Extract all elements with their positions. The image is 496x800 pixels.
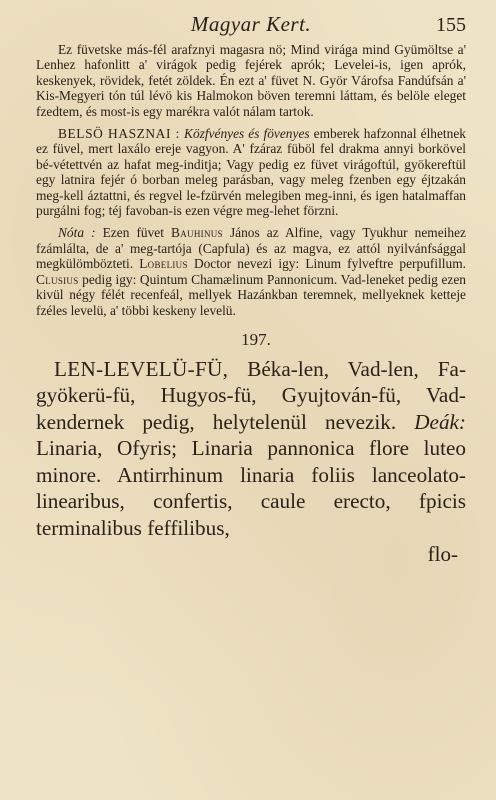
running-head bbox=[36, 6, 466, 42]
note-text-2: János az Alfine, vagy Tyukhur nemeihez fzámlálta, de a' meg-tartója (Capfula) és az magva, ez attól nyilvánfsággal megkülömbözteti. bbox=[36, 225, 466, 272]
entry-number: 197. bbox=[241, 329, 271, 349]
note-name-clusius: Clusius bbox=[36, 271, 79, 287]
entry-block bbox=[36, 356, 466, 542]
note-paragraph bbox=[36, 225, 466, 317]
catchword: flo- bbox=[427, 542, 458, 567]
internal-use-paragraph bbox=[36, 126, 466, 218]
internal-use-text: emberek hafzonnal élhetnek ez füvel, mert laxálo ereje vagyon. A' fzáraz füböl fel drakma annyi borkövel bé-vétettvén az hafat meg-inditja; Vagy pedig ez füvet virágoftúl, gyökereftül egy latnira fejér ó borban meleg parásban, vagy meleg fzenben egy éjtzakán meg-kell áztattni, és regvel le-fzürvén melegiben meg-inni, és igen hatalmaffan purgálni fog; téj favoban-is ezen végre meg-lehet förzni. bbox=[36, 126, 466, 219]
small-text-block bbox=[36, 42, 466, 318]
entry-text: Béka-len, Vad-len, Fa-gyökerü-fü, Hugyos-fü, Gyujtován-fü, Vad-kendernek pedig, helytelenül nevezik. bbox=[36, 356, 466, 434]
running-title: Magyar Kert. bbox=[190, 12, 312, 36]
note-name-lobelius: Lobelius bbox=[139, 256, 188, 272]
entry-latin-label: Deák: bbox=[414, 409, 466, 434]
note-text-3: Doctor nevezi igy: Linum fylveftre perpufillum. bbox=[193, 256, 466, 272]
internal-use-label: BELSÖ HASZNAI : bbox=[58, 126, 180, 142]
note-text-1: Ezen füvet bbox=[102, 225, 164, 241]
page-number: 155 bbox=[436, 14, 466, 36]
entry-paragraph bbox=[36, 356, 466, 542]
internal-use-lead: Közfvényes és fövenyes bbox=[184, 126, 310, 142]
entry-latin-text: Linaria, Ofyris; Linaria pannonica flore luteo minore. Antirrhinum linaria foliis lanceolato-linearibus, confertis, caule erecto, fpicis terminalibus feffilibus, bbox=[36, 436, 466, 540]
note-name-bauhinus: Bauhinus bbox=[171, 225, 223, 241]
note-text-4: pedig igy: Quintum Chamælinum Pannonicum. Vad-leneket pedig ezen kivül négy félét recenfeál, mellyek Hazánkban teremnek, mellyeknek ketteje fzéles levelü, a' többi keskeny levelü. bbox=[36, 271, 466, 318]
entry-headword: LEN-LEVELÜ-FÜ, bbox=[54, 356, 229, 381]
description-paragraph: Ez füvetske más-fél arafznyi magasra nö; Mind virága mind Gyümöltse a' Lenhez hafonlitt a' virágok pedig fejérek aprók; Levelei-is, igen aprók, keskenyek, rövidek, fetét zöldek. Én ezt a' füvet N. Györ Várofsa Fandúfsán a' Kis-Megyeri tón túl lévö kis Halmokon böven teremni láttam, és belöle eleget fzedtem, és most-is egy marékra valót nálam tartok. bbox=[36, 42, 466, 119]
note-label: Nóta : bbox=[58, 225, 96, 241]
